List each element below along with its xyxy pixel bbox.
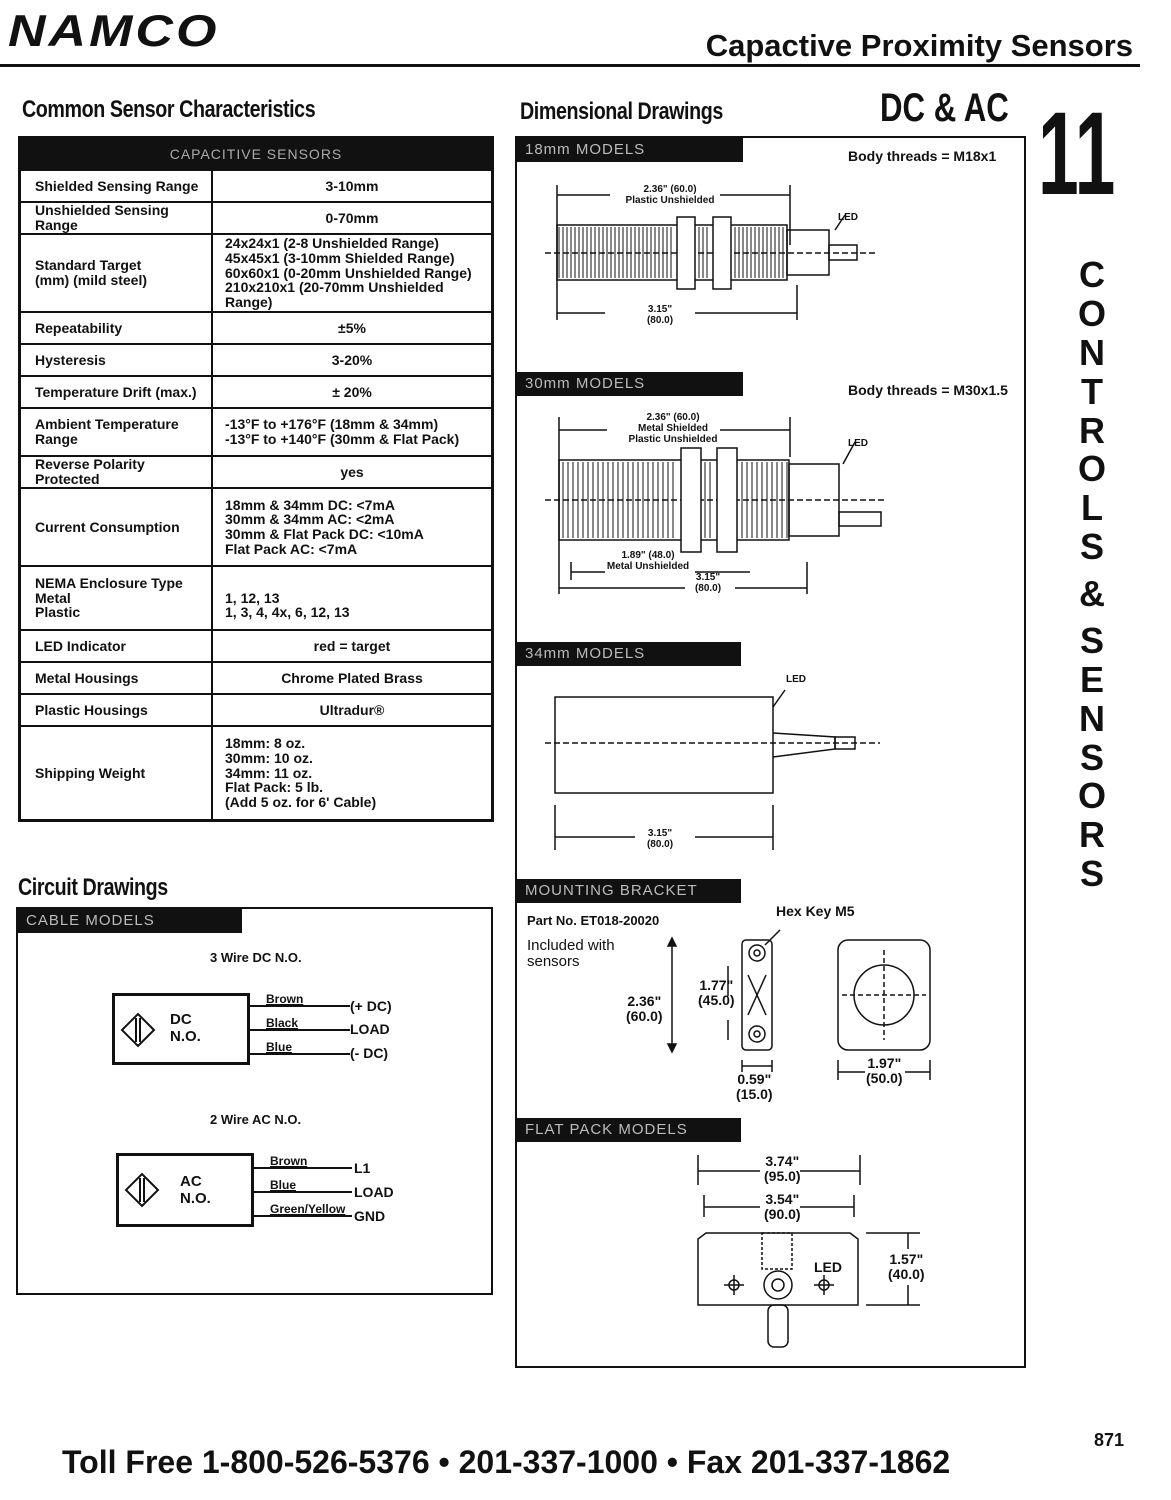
row-value: 3-10mm [325, 177, 379, 194]
flat-width-outer: 3.74" (95.0) [764, 1153, 801, 1184]
row-value: Chrome Plated Brass [281, 669, 423, 686]
dim-30mm-b: 1.89" (48.0) Metal Unshielded [606, 550, 690, 572]
flat-width-inner: 3.54" (90.0) [764, 1191, 801, 1222]
table-row [21, 375, 491, 407]
row-label: Standard Target (mm) (mild steel) [21, 235, 213, 311]
table-row [21, 201, 491, 233]
table-row [21, 407, 491, 455]
dim-30mm-a: 2.36" (60.0) Metal Shielded Plastic Unshielded [628, 412, 718, 445]
bracket-height-inner: 1.77" (45.0) [698, 977, 735, 1008]
characteristics-heading: Common Sensor Characteristics [22, 96, 316, 123]
ac-circuit-title: 2 Wire AC N.O. [210, 1112, 302, 1127]
ac-terminal-3: GND [354, 1208, 386, 1224]
bracket-width-thin: 0.59" (15.0) [736, 1071, 773, 1102]
ac-box-top: AC [180, 1173, 202, 1190]
dc-terminal-2: LOAD [350, 1021, 390, 1037]
dc-wire-3: Blue [266, 1040, 293, 1054]
dim-18mm-b: 3.15" (80.0) [646, 304, 674, 326]
led-flatpack: LED [814, 1259, 842, 1275]
row-label: Unshielded Sensing Range [21, 203, 213, 233]
dc-terminal-1: (+ DC) [350, 998, 392, 1014]
row-label: Metal Housings [21, 663, 213, 693]
ac-wire-2: Blue [270, 1178, 297, 1192]
drawing-34mm [545, 685, 885, 855]
side-letter: S [1079, 526, 1104, 568]
side-letter: R [1079, 814, 1105, 856]
side-letter: O [1077, 448, 1106, 490]
drawing-18mm [545, 185, 885, 325]
table-row [21, 629, 491, 661]
row-value: yes [340, 463, 364, 480]
side-letter: O [1077, 292, 1106, 334]
table-row [21, 233, 491, 311]
row-label: Current Consumption [21, 489, 213, 565]
led-30mm: LED [848, 438, 868, 449]
ac-wire-3: Green/Yellow [270, 1202, 346, 1216]
band-18mm: 18mm MODELS [517, 138, 743, 162]
drawing-30mm [545, 412, 890, 602]
table-row [21, 487, 491, 565]
row-label: NEMA Enclosure Type Metal Plastic [21, 567, 213, 629]
table-band: CAPACITIVE SENSORS [21, 139, 491, 169]
row-value: ±5% [338, 319, 366, 336]
dc-wire-1: Brown [266, 992, 304, 1006]
ac-box-bottom: N.O. [180, 1189, 211, 1207]
table-row [21, 693, 491, 725]
row-value: 18mm: 8 oz. 30mm: 10 oz. 34mm: 11 oz. Flat Pack: 5 lb. (Add 5 oz. for 6' Cable) [225, 735, 377, 811]
side-letter: N [1079, 697, 1105, 739]
threads-30mm: Body threads = M30x1.5 [848, 382, 1008, 398]
dc-circuit-title: 3 Wire DC N.O. [210, 950, 302, 965]
circuit-box [16, 907, 493, 1295]
dc-wire-2: Black [266, 1016, 299, 1030]
row-value: red = target [313, 637, 391, 654]
row-label: Plastic Housings [21, 695, 213, 725]
table-row [21, 169, 491, 201]
table-row [21, 455, 491, 487]
ac-terminal-1: L1 [354, 1160, 371, 1176]
row-label: Reverse Polarity Protected [21, 457, 213, 487]
side-letter: L [1081, 487, 1103, 529]
band-34mm: 34mm MODELS [517, 642, 741, 666]
table-row [21, 725, 491, 819]
dim-30mm-c: 3.15" (80.0) [694, 572, 722, 594]
bracket-part-number: Part No. ET018-20020 [527, 913, 660, 928]
band-bracket: MOUNTING BRACKET [517, 879, 741, 903]
band-30mm: 30mm MODELS [517, 372, 743, 396]
led-18mm: LED [838, 212, 858, 223]
dc-ac-label: DC & AC [880, 86, 1009, 130]
bracket-included: Included with sensors [527, 937, 615, 970]
side-letter: S [1079, 853, 1104, 895]
side-letter: N [1079, 331, 1105, 373]
ac-box-label [180, 1174, 211, 1207]
dim-18mm-a: 2.36" (60.0) Plastic Unshielded [625, 184, 715, 206]
hex-key-label: Hex Key M5 [776, 903, 855, 919]
page-title: Capactive Proximity Sensors [705, 28, 1133, 63]
row-value: 3-20% [331, 351, 373, 368]
brand-logo: NAMCO [8, 6, 220, 57]
led-34mm: LED [786, 674, 806, 685]
ac-terminal-2: LOAD [354, 1184, 394, 1200]
side-letter: O [1077, 775, 1106, 817]
circuit-band: CABLE MODELS [18, 909, 242, 933]
table-row [21, 311, 491, 343]
row-value: -13°F to +176°F (18mm & 34mm) -13°F to +140°F (30mm & Flat Pack) [225, 416, 460, 447]
dc-terminal-3: (- DC) [350, 1045, 389, 1061]
circuit-heading: Circuit Drawings [18, 874, 168, 901]
side-letter: S [1079, 619, 1104, 661]
dc-box-bottom: N.O. [170, 1027, 201, 1045]
page-number: 871 [1094, 1430, 1125, 1450]
row-value: Ultradur® [319, 701, 385, 718]
bracket-height-outer: 2.36" (60.0) [626, 993, 663, 1024]
dc-box-top: DC [170, 1011, 192, 1028]
flat-height: 1.57" (40.0) [888, 1251, 925, 1282]
bracket-width-wide: 1.97" (50.0) [866, 1055, 903, 1086]
section-number: 11 [1038, 88, 1116, 220]
band-flatpack: FLAT PACK MODELS [517, 1118, 741, 1142]
side-letter: T [1081, 370, 1103, 412]
side-letter: C [1079, 254, 1105, 295]
table-row [21, 565, 491, 629]
side-letter: E [1079, 658, 1104, 700]
characteristics-table [18, 136, 494, 822]
dim-34mm: 3.15" (80.0) [646, 828, 674, 850]
row-label: Hysteresis [21, 345, 213, 375]
drawing-flatpack [690, 1155, 925, 1355]
dimensional-heading: Dimensional Drawings [520, 98, 723, 125]
row-value: 24x24x1 (2-8 Unshielded Range) 45x45x1 (3-10mm Shielded Range) 60x60x1 (0-20mm Unshielded Range) 210x210x1 (20-70mm Unshielded Range) [225, 235, 472, 311]
side-letter: R [1079, 409, 1105, 451]
table-row [21, 661, 491, 693]
row-value: 18mm & 34mm DC: <7mA 30mm & 34mm AC: <2mA 30mm & Flat Pack DC: <10mA Flat Pack AC: <7mA [225, 496, 424, 557]
row-value: ± 20% [332, 383, 372, 400]
row-label: LED Indicator [21, 631, 213, 661]
row-label: Ambient Temperature Range [21, 409, 213, 455]
ac-wire-1: Brown [270, 1154, 308, 1168]
dc-box-label [170, 1012, 201, 1045]
row-value: 1, 12, 13 1, 3, 4, 4x, 6, 12, 13 [225, 589, 350, 621]
contact-footer: Toll Free 1-800-526-5376 • 201-337-1000 • Fax 201-337-1862 [62, 1444, 951, 1480]
side-letter: S [1079, 736, 1104, 778]
row-label: Repeatability [21, 313, 213, 343]
row-value: 0-70mm [325, 209, 379, 226]
row-label: Temperature Drift (max.) [21, 377, 213, 407]
drawing-bracket [660, 920, 940, 1090]
controls-sensors-vertical [1072, 256, 1112, 894]
threads-18mm: Body threads = M18x1 [848, 148, 997, 164]
row-label: Shipping Weight [21, 727, 213, 819]
table-row [21, 343, 491, 375]
header-divider [0, 64, 1140, 67]
row-label: Shielded Sensing Range [21, 171, 213, 201]
side-letter: & [1079, 573, 1105, 614]
